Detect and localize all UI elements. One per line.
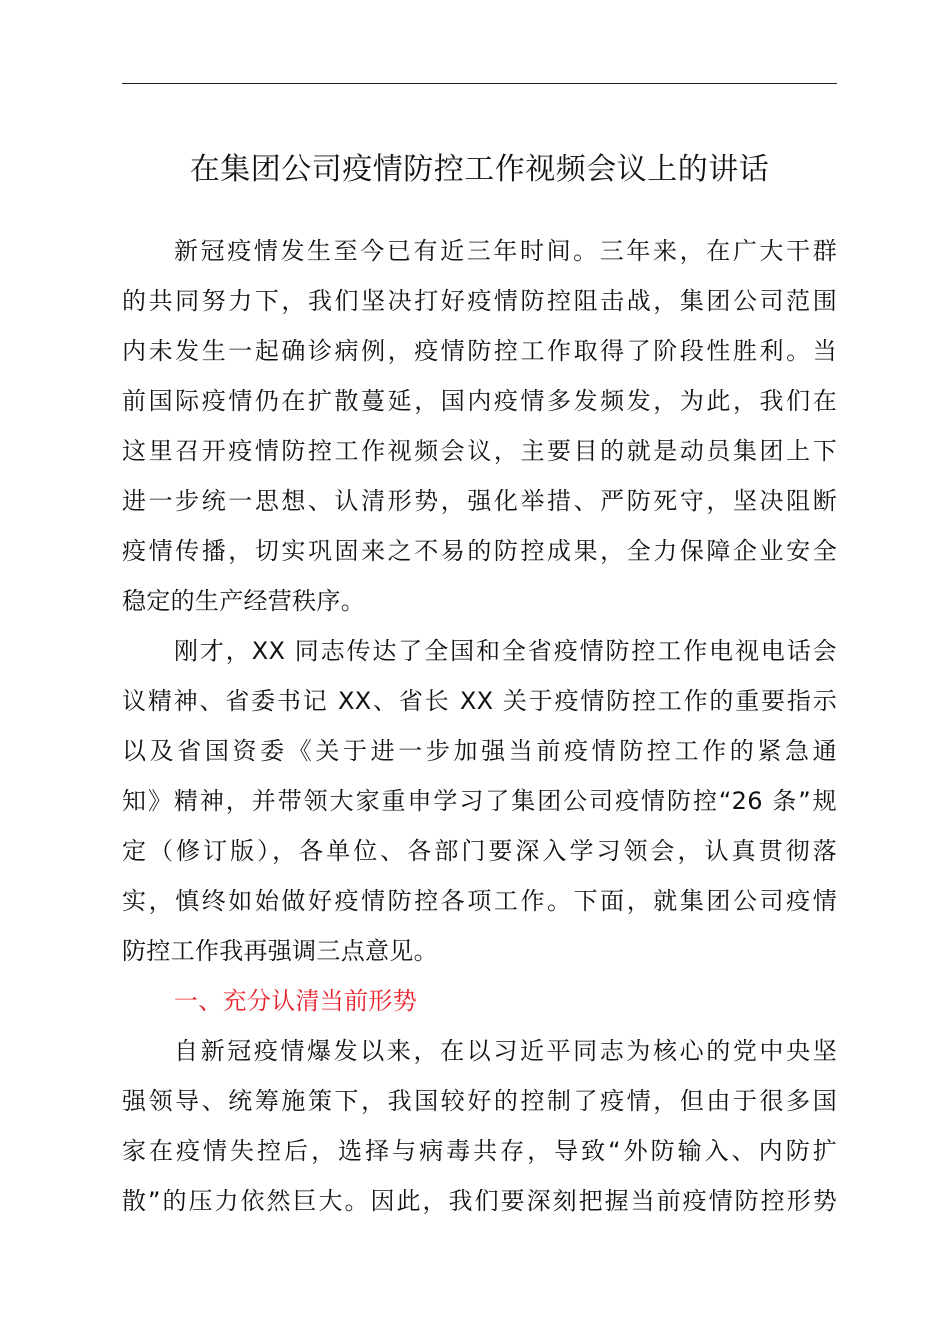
paragraph-line: 疫情传播，切实巩固来之不易的防控成果，全力保障企业安全 bbox=[122, 537, 837, 565]
paragraph-line: 家在疫情失控后，选择与病毒共存，导致“外防输入、内防扩 bbox=[122, 1137, 837, 1165]
paragraph-line: 议精神、省委书记 XX、省长 XX 关于疫情防控工作的重要指示 bbox=[122, 687, 837, 715]
document-title: 在集团公司疫情防控工作视频会议上的讲话 bbox=[189, 152, 770, 187]
paragraph-line: 这里召开疫情防控工作视频会议，主要目的就是动员集团上下 bbox=[122, 437, 837, 465]
paragraph-line: 新冠疫情发生至今已有近三年时间。三年来，在广大干群 bbox=[174, 237, 837, 265]
paragraph-line: 定（修订版），各单位、各部门要深入学习领会，认真贯彻落 bbox=[122, 837, 837, 865]
paragraph-line: 稳定的生产经营秩序。 bbox=[122, 587, 365, 615]
paragraph-line: 散”的压力依然巨大。因此，我们要深刻把握当前疫情防控形势 bbox=[122, 1187, 837, 1215]
paragraph-line: 强领导、统筹施策下，我国较好的控制了疫情，但由于很多国 bbox=[122, 1087, 837, 1115]
paragraph-line: 进一步统一思想、认清形势，强化举措、严防死守，坚决阻断 bbox=[122, 487, 837, 515]
paragraph-line: 实，慎终如始做好疫情防控各项工作。下面，就集团公司疫情 bbox=[122, 887, 837, 915]
paragraph-line: 知》精神，并带领大家重申学习了集团公司疫情防控“26 条”规 bbox=[122, 787, 837, 815]
document-body bbox=[122, 226, 837, 1226]
paragraph-line: 的共同努力下，我们坚决打好疫情防控阻击战，集团公司范围 bbox=[122, 287, 837, 315]
section-heading: 一、充分认清当前形势 bbox=[174, 987, 417, 1015]
header-rule bbox=[122, 83, 837, 84]
paragraph-line: 前国际疫情仍在扩散蔓延，国内疫情多发频发，为此，我们在 bbox=[122, 387, 837, 415]
paragraph-line: 刚才，XX 同志传达了全国和全省疫情防控工作电视电话会 bbox=[174, 637, 837, 665]
paragraph-line: 内未发生一起确诊病例，疫情防控工作取得了阶段性胜利。当 bbox=[122, 337, 837, 365]
paragraph-line: 自新冠疫情爆发以来，在以习近平同志为核心的党中央坚 bbox=[174, 1037, 837, 1065]
paragraph-line: 以及省国资委《关于进一步加强当前疫情防控工作的紧急通 bbox=[122, 737, 837, 765]
paragraph-line: 防控工作我再强调三点意见。 bbox=[122, 937, 438, 965]
